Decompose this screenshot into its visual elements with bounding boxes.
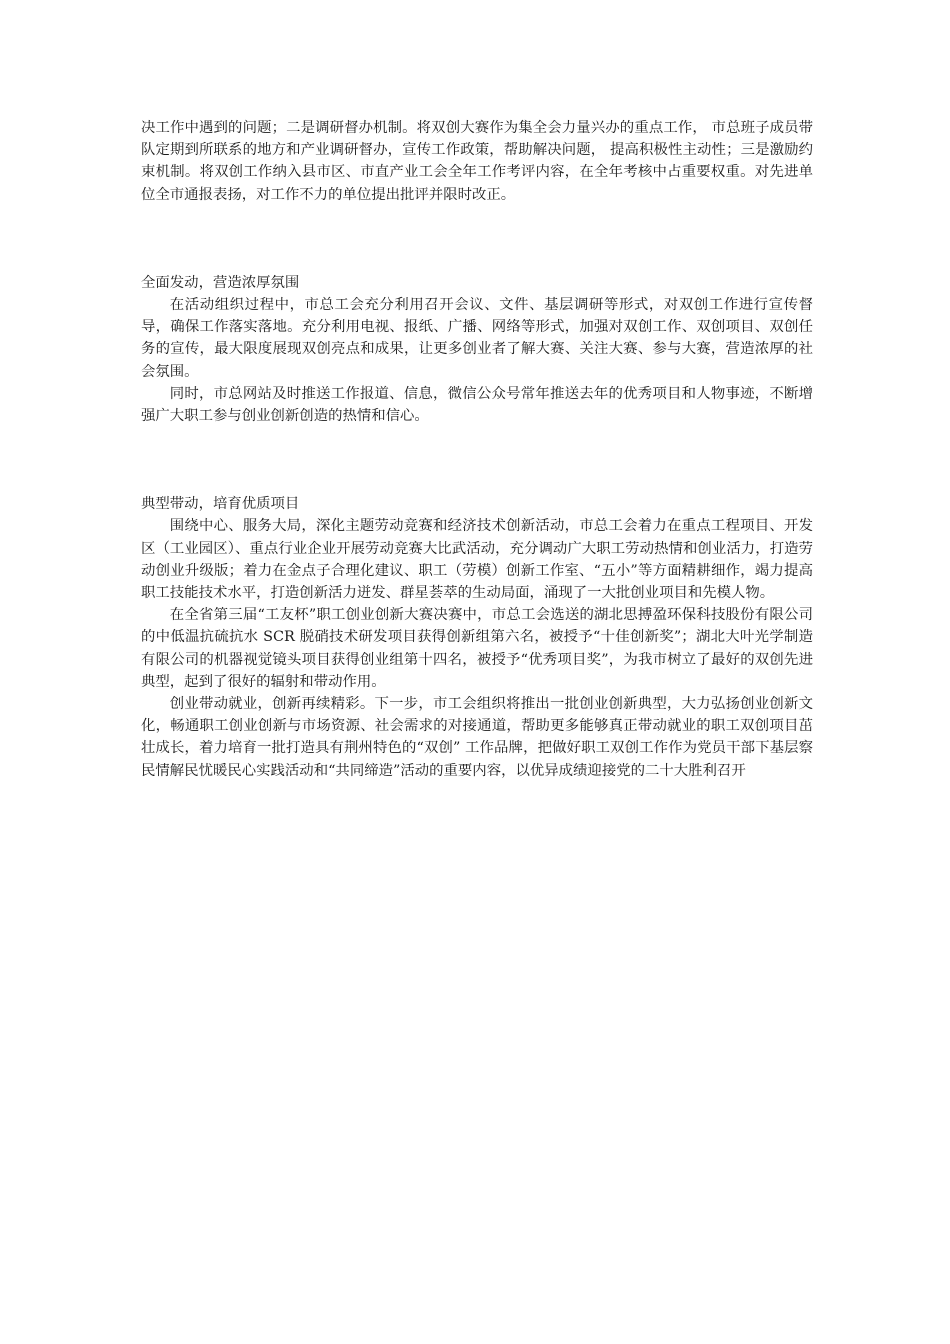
section-spacer <box>141 427 813 493</box>
section-typical-projects <box>141 493 813 782</box>
body-paragraph: 围绕中心、服务大局，深化主题劳动竞赛和经济技术创新活动，市总工会着力在重点工程项目、开发区（工业园区）、重点行业企业开展劳动竞赛大比武活动，充分调动广大职工劳动热情和创业活力，打造劳动创业升级版；着力在金点子合理化建议、职工（劳模）创新工作室、“五小”等方面精耕细作，竭力提高职工技能技术水平，打造创新活力迸发、群星荟萃的生动局面，涌现了一大批创业项目和先模人物。 <box>141 518 813 602</box>
body-paragraph: 在活动组织过程中，市总工会充分利用召开会议、文件、基层调研等形式，对双创工作进行宣传督导，确保工作落实落地。充分利用电视、报纸、广播、网络等形式，加强对双创工作、双创项目、双创任务的宣传，最大限度展现双创亮点和成果，让更多创业者了解大赛、关注大赛、参与大赛，营造浓厚的社会氛围。 <box>141 297 813 380</box>
section-heading: 典型带动，培育优质项目 <box>141 496 300 513</box>
body-paragraph: 创业带动就业，创新再续精彩。下一步，市工会组织将推出一批创业创新典型，大力弘扬创业创新文化，畅通职工创业创新与市场资源、社会需求的对接通道，帮助更多能够真正带动就业的职工双创项目茁壮成长，着力培育一批打造具有荆州特色的“双创” 工作品牌，把做好职工双创工作作为党员干部下基层察民情解民忧暖民心实践活动和“共同缔造”活动的重要内容，以优异成绩迎接党的二十大胜利召开 <box>141 696 813 779</box>
body-paragraph: 同时，市总网站及时推送工作报道、信息，微信公众号常年推送去年的优秀项目和人物事迹，不断增强广大职工参与创业创新创造的热情和信心。 <box>141 385 813 425</box>
section-heading: 全面发动，营造浓厚氛围 <box>141 274 300 291</box>
section-publicity <box>141 272 813 427</box>
section-spacer <box>141 206 813 272</box>
body-paragraph: 在全省第三届“工友杯”职工创业创新大赛决赛中，市总工会选送的湖北思搏盈环保科技股份有限公司的中低温抗硫抗水 SCR 脱硝技术研发项目获得创新组第六名，被授予“十佳创新奖”；湖北大叶光学制造有限公司的机器视觉镜头项目获得创业组第十四名，被授予“优秀项目奖”，为我市树立了最好的双创先进典型，起到了很好的辐射和带动作用。 <box>141 607 813 690</box>
intro-paragraph: 决工作中遇到的问题；二是调研督办机制。将双创大赛作为集全会力量兴办的重点工作， 市总班子成员带队定期到所联系的地方和产业调研督办，宣传工作政策，帮助解决问题， 提高积极性主动性；三是激励约束机制。将双创工作纳入县市区、市直产业工会全年工作考评内容，在全年考核中占重要权重。对先进单位全市通报表扬，对工作不力的单位提出批评并限时改正。 <box>141 120 813 203</box>
document-page <box>141 117 813 782</box>
